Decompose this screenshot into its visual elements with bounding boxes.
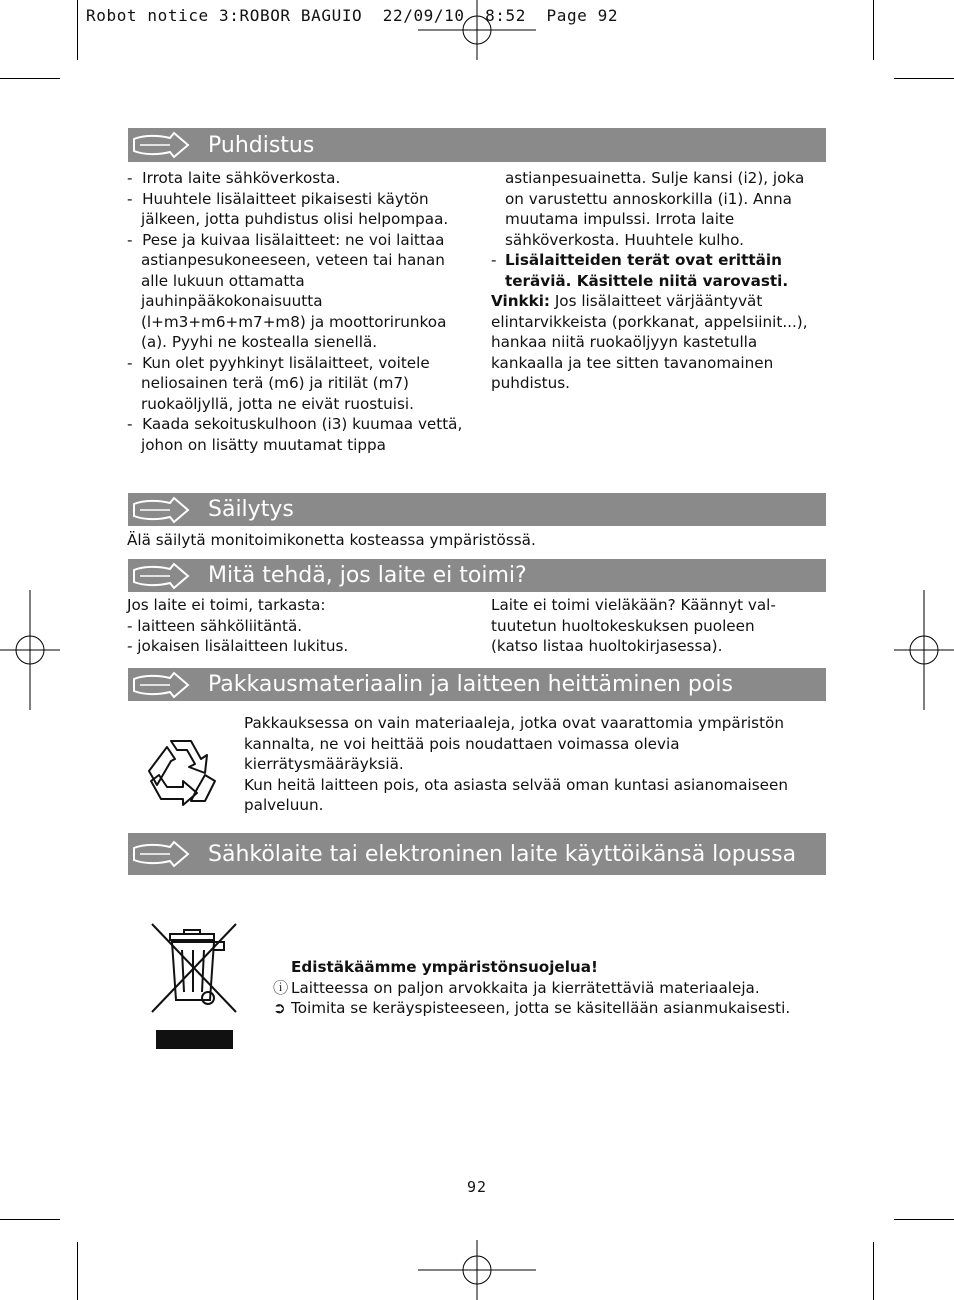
text-line: tuutetun huoltokeskuksen puoleen [491, 616, 755, 635]
registration-mark-left [0, 590, 60, 710]
puhdistus-col1 [127, 168, 472, 455]
warning-item [491, 250, 826, 291]
tip-label: Vinkki: [491, 292, 550, 310]
section-title: Puhdistus [208, 132, 315, 158]
crop-mark [873, 0, 874, 60]
tip-paragraph [491, 291, 826, 394]
section-header-sailytys [128, 493, 826, 526]
hand-arrow-icon [130, 560, 192, 592]
crop-mark [77, 1242, 78, 1300]
list-item: - Kaada sekoituskulhoon (i3) kuumaa vettä, johon on lisätty muutamat tippa [127, 415, 463, 454]
puhdistus-col2 [491, 168, 826, 394]
crop-mark [873, 1242, 874, 1300]
paragraph: Pakkauksessa on vain materiaaleja, jotka ovat vaarattomia ympäristön kannalta, ne voi heittää pois noudattaen voimassa olevia kierrätysmääräyksiä. [244, 714, 784, 773]
section-header-puhdistus [128, 128, 826, 162]
section-header-pakkaus [128, 668, 826, 701]
heading-text: Edistäkäämme ympäristönsuojelua! [291, 958, 598, 976]
crop-mark [77, 0, 78, 60]
action-line [273, 998, 828, 1019]
crop-mark [0, 78, 60, 79]
arrow-icon: ➲ [273, 999, 286, 1017]
crop-mark [894, 78, 954, 79]
list-item: - Pese ja kuivaa lisälaitteet: ne voi laittaa astianpesukoneeseen, veteen tai hanan alle lukuun ottamatta jauhinpääkokonaisuutta (l+m3+m6+m7+m8) ja moottorirunkoa (a). Pyyhi ne kostealla sienellä. [127, 230, 447, 351]
hand-arrow-icon [130, 494, 192, 526]
sailytys-text: Älä säilytä monitoimikonetta kosteassa ympäristössä. [127, 531, 536, 549]
hand-arrow-icon [130, 669, 192, 701]
text-line: Jos laite ei toimi, tarkasta: [127, 596, 326, 614]
registration-mark-top [418, 0, 536, 60]
vika-col1 [127, 595, 477, 657]
recycle-icon [145, 737, 220, 809]
list-dash: - [491, 251, 497, 269]
sahkolaite-text [273, 957, 828, 1019]
info-line [273, 978, 828, 999]
hand-arrow-icon [130, 838, 192, 870]
registration-mark-bottom [418, 1240, 536, 1300]
text-line: - laitteen sähköliitäntä. [127, 616, 303, 635]
heading [273, 957, 828, 978]
vika-col2 [491, 595, 826, 657]
tip-text: Jos lisälaitteet värjääntyvät elintarvikkeista (porkkanat, appelsiinit...), hankaa niitä ruokaöljyyn kastetulla kankaalla ja tee sitten tavanomainen puhdistus. [491, 292, 808, 392]
text-line: - jokaisen lisälaitteen lukitus. [127, 637, 349, 655]
registration-mark-right [894, 590, 954, 710]
section-title: Säilytys [208, 497, 294, 522]
section-title: Mitä tehdä, jos laite ei toimi? [208, 563, 527, 588]
section-header-vika [128, 559, 826, 592]
list-item: - Irrota laite sähköverkosta. [127, 169, 341, 187]
crop-mark [894, 1219, 954, 1220]
section-title: Sähkölaite tai elektroninen laite käyttöikänsä lopussa [208, 841, 797, 867]
hand-arrow-icon [130, 129, 192, 161]
crossed-bin-icon [148, 920, 240, 1052]
crop-mark [0, 1219, 60, 1220]
print-slug: Robot notice 3:ROBOR BAGUIO 22/09/10 8:52 Page 92 [86, 6, 619, 25]
text-line: (katso listaa huoltokirjasessa). [491, 637, 723, 655]
info-icon: ⓘ [273, 978, 289, 997]
text-line: Laite ei toimi vieläkään? Käännyt val- [491, 596, 776, 614]
warning-text: Lisälaitteiden terät ovat erittäin teräviä. Käsittele niitä varovasti. [505, 251, 789, 290]
section-header-sahkolaite [128, 833, 826, 875]
page-number: 92 [466, 1178, 488, 1196]
paragraph: Kun heitä laitteen pois, ota asiasta selvää oman kuntasi asianomaiseen palveluun. [244, 775, 788, 814]
pakkaus-text [244, 713, 826, 816]
action-text: Toimita se keräyspisteeseen, jotta se käsitellään asianmukaisesti. [291, 999, 791, 1017]
list-item: - Kun olet pyyhkinyt lisälaitteet, voitele neliosainen terä (m6) ja ritilät (m7) ruokaöljyllä, jotta ne eivät ruostuisi. [127, 353, 430, 413]
list-item: - Huuhtele lisälaitteet pikaisesti käytön jälkeen, jotta puhdistus olisi helpompaa. [127, 189, 449, 228]
section-title: Pakkausmateriaalin ja laitteen heittäminen pois [208, 672, 733, 697]
info-text: Laitteessa on paljon arvokkaita ja kierrätettäviä materiaaleja. [291, 978, 760, 997]
list-item-continued: astianpesuainetta. Sulje kansi (i2), joka on varustettu annoskorkilla (i1). Anna muutama impulssi. Irrota laite sähköverkosta. Huuhtele kulho. [505, 169, 805, 249]
